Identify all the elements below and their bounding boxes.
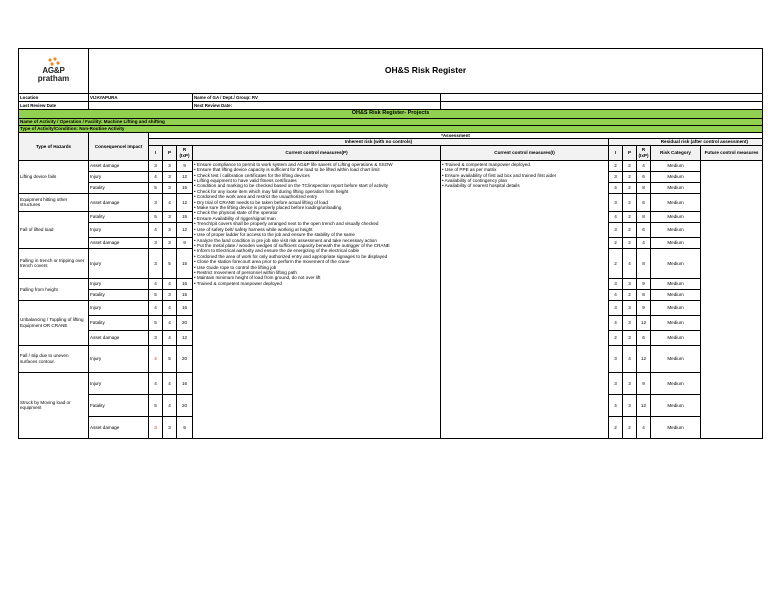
control-p-item: • Trench/pit covers shall be properly arranged next to the open trench and visually checked <box>194 221 379 227</box>
p-cell: 3 <box>163 289 177 300</box>
residual-r-cell: 12 <box>637 315 651 330</box>
residual-i-cell: 3 <box>609 372 623 394</box>
control-p-item: • Lifting equipment to have valid fitness certificates <box>194 178 297 184</box>
residual-i-cell: 2 <box>609 416 623 438</box>
control-p-item: • Trained & competent manpower deployed <box>194 280 282 286</box>
hazard-cell: Equipment hitting other structures <box>19 193 89 211</box>
control-i-item: • Trained & competent manpower deployed. <box>442 161 532 167</box>
risk-category-cell: Medium <box>651 300 701 315</box>
control-i-item: • Use of PPE as per matrix <box>442 167 497 173</box>
col-residual-r: R (IxP) <box>637 145 651 160</box>
residual-i-cell: 2 <box>609 160 623 171</box>
residual-r-cell: 6 <box>637 222 651 237</box>
register-title: OH&S Risk Register- Projects <box>19 110 763 119</box>
r-cell: 9 <box>177 416 193 438</box>
residual-i-cell: 2 <box>609 237 623 248</box>
controls-i-cell <box>441 160 609 438</box>
next-review-value <box>441 102 763 110</box>
control-p-item: • Ensure that lifting device capacity is sufficient for the load to be lifted within load chart limit <box>194 167 380 173</box>
residual-i-cell: 3 <box>609 222 623 237</box>
impact-cell: Injury <box>89 171 149 182</box>
residual-p-cell: 2 <box>623 237 637 248</box>
control-p-item: • Check for any loose item which may fall during lifting operation from height <box>194 188 349 194</box>
r-cell: 20 <box>177 394 193 416</box>
hazard-cell: Fall of lifted load <box>19 211 89 248</box>
risk-category-cell: Medium <box>651 289 701 300</box>
last-review-label: Last Review Date <box>19 102 89 110</box>
r-cell: 12 <box>177 171 193 182</box>
next-review-label: Next Review Date: <box>193 102 441 110</box>
residual-i-cell: 3 <box>609 171 623 182</box>
col-residual-i: I <box>609 145 623 160</box>
p-cell: 4 <box>163 315 177 330</box>
r-cell: 15 <box>177 182 193 193</box>
i-cell: 5 <box>149 394 163 416</box>
residual-i-cell: 4 <box>609 394 623 416</box>
p-cell: 4 <box>163 300 177 315</box>
residual-p-cell: 4 <box>623 345 637 372</box>
control-p-item: • Condition and marking to be checked based on the TC/inspection report before start of activity <box>194 183 389 189</box>
residual-p-cell: 3 <box>623 330 637 345</box>
impact-cell: Asset damage <box>89 193 149 211</box>
risk-category-cell: Medium <box>651 160 701 171</box>
r-cell: 20 <box>177 315 193 330</box>
impact-cell: Fatality <box>89 211 149 222</box>
residual-risk-header: Residual risk (after control assessment) <box>609 139 763 145</box>
p-cell: 3 <box>163 211 177 222</box>
residual-i-cell: 3 <box>609 300 623 315</box>
residual-r-cell: 12 <box>637 345 651 372</box>
i-cell: 4 <box>149 300 163 315</box>
location-label: Location <box>19 94 89 102</box>
risk-category-cell: Medium <box>651 222 701 237</box>
i-cell: 3 <box>149 416 163 438</box>
impact-cell: Fatality <box>89 394 149 416</box>
col-current-i: Current control measures(I) <box>441 145 609 160</box>
control-p-item: • Maintain minimum height of load from ground, do not over lift <box>194 275 321 281</box>
r-cell: 9 <box>177 160 193 171</box>
r-cell: 16 <box>177 278 193 289</box>
control-i-item: • Availability of nearest hospital details <box>442 183 520 189</box>
future-controls-cell <box>701 160 763 438</box>
hazard-cell: Unbalancing / Toppling of lifting Equipment OR CRANE <box>19 300 89 345</box>
control-p-item: • Make sure the lifting device is properly placed before loading/unloading <box>194 205 342 211</box>
inherent-risk-header: Inherent risk (with no controls) <box>149 139 609 145</box>
r-cell: 12 <box>177 330 193 345</box>
last-review-value <box>89 102 193 110</box>
p-cell: 5 <box>163 248 177 278</box>
control-p-item: • Use of proper ladder for access to the job and ensure the stability of the same <box>194 232 355 238</box>
residual-i-cell: 3 <box>609 345 623 372</box>
i-cell: 4 <box>149 345 163 372</box>
residual-r-cell: 8 <box>637 182 651 193</box>
impact-cell: Injury <box>89 278 149 289</box>
hazard-cell: Fall / slip due to uneven surfaces contour. <box>19 345 89 372</box>
residual-p-cell: 2 <box>623 193 637 211</box>
i-cell: 4 <box>149 222 163 237</box>
control-p-item: • Check test / calibration certificates for the lifting devices <box>194 172 310 178</box>
control-i-item: • Availability of contingency plan <box>442 178 508 184</box>
i-cell: 3 <box>149 237 163 248</box>
page-title: OH&S Risk Register <box>89 49 763 94</box>
risk-category-cell: Medium <box>651 416 701 438</box>
r-cell: 16 <box>177 372 193 394</box>
residual-r-cell: 6 <box>637 330 651 345</box>
control-p-item: • Ensure compliance to permit to work system and AG&P life savers of Lifting operations & SSOW <box>194 161 393 167</box>
residual-p-cell: 4 <box>623 248 637 278</box>
logo-line1: AG&P <box>42 65 65 75</box>
residual-r-cell: 4 <box>637 416 651 438</box>
activity-name: Name of Activity / Operation / Facility: Machine Lifting and shifting <box>19 119 763 126</box>
residual-r-cell: 6 <box>637 193 651 211</box>
r-cell: 12 <box>177 193 193 211</box>
logo-tagline: ... <box>52 82 55 86</box>
org-label: Name of GA / Dept./ Group: RV <box>193 94 441 102</box>
i-cell: 4 <box>149 171 163 182</box>
residual-r-cell: 4 <box>637 160 651 171</box>
impact-cell: Injury <box>89 345 149 372</box>
activity-type: Type of Activity/Condition: Non-Routine Activity <box>19 126 763 133</box>
residual-r-cell: 4 <box>637 237 651 248</box>
r-cell: 15 <box>177 289 193 300</box>
control-p-item: • Cordoned the area of work for only authorized entry and appropriate signages to be displayed <box>194 253 388 259</box>
p-cell: 5 <box>163 345 177 372</box>
residual-p-cell: 3 <box>623 315 637 330</box>
residual-r-cell: 9 <box>637 372 651 394</box>
control-i-item: • Ensure availability of first aid box and trained first aider <box>442 172 557 178</box>
risk-category-cell: Medium <box>651 394 701 416</box>
r-cell: 12 <box>177 222 193 237</box>
residual-p-cell: 2 <box>623 222 637 237</box>
impact-cell: Fatality <box>89 289 149 300</box>
p-cell: 3 <box>163 416 177 438</box>
residual-i-cell: 2 <box>609 248 623 278</box>
p-cell: 3 <box>163 222 177 237</box>
location-value: VIJAYAPURA <box>89 94 193 102</box>
p-cell: 3 <box>163 171 177 182</box>
residual-i-cell: 4 <box>609 211 623 222</box>
control-p-item: • Inform to Electrical authority and ensure the de energizing of the electrical cable <box>194 248 360 254</box>
logo-line2: pratham <box>37 73 70 83</box>
risk-category-cell: Medium <box>651 372 701 394</box>
impact-cell: Fatality <box>89 315 149 330</box>
residual-p-cell: 2 <box>623 160 637 171</box>
hazard-cell: Falling in trench or tripping over trench covers <box>19 248 89 278</box>
residual-i-cell: 4 <box>609 315 623 330</box>
risk-category-cell: Medium <box>651 182 701 193</box>
residual-p-cell: 2 <box>623 171 637 182</box>
control-p-item: • Use Guide rope to control the lifting job <box>194 264 277 270</box>
risk-category-cell: Medium <box>651 330 701 345</box>
col-residual-p: P <box>623 145 637 160</box>
residual-i-cell: 2 <box>609 330 623 345</box>
residual-r-cell: 12 <box>637 394 651 416</box>
i-cell: 3 <box>149 160 163 171</box>
hazard-cell: Struck by Moving load or equipment <box>19 372 89 438</box>
impact-cell: Asset damage <box>89 330 149 345</box>
residual-r-cell: 9 <box>637 278 651 289</box>
col-risk-category: Risk Category <box>651 145 701 160</box>
logo <box>19 49 89 94</box>
controls-p-cell <box>193 160 441 438</box>
i-cell: 4 <box>149 372 163 394</box>
control-p-item: • Use of safety belt/ safety harness while working at height <box>194 226 313 232</box>
residual-i-cell: 4 <box>609 289 623 300</box>
i-cell: 4 <box>149 278 163 289</box>
residual-r-cell: 8 <box>637 289 651 300</box>
residual-p-cell: 3 <box>623 372 637 394</box>
control-p-item: • Check the physical state of the operator <box>194 210 278 216</box>
i-cell: 3 <box>149 248 163 278</box>
hazard-cell: Lifting device fails <box>19 160 89 193</box>
residual-p-cell: 3 <box>623 278 637 289</box>
residual-r-cell: 6 <box>637 171 651 182</box>
control-p-item: • Cordoned the work area and restrict the unauthorized entry <box>194 194 318 200</box>
col-hazards: Type of Hazards <box>19 133 89 161</box>
control-p-item: • Restrict movement of personnel within lifting path <box>194 269 297 275</box>
risk-category-cell: Medium <box>651 171 701 182</box>
risk-category-cell: Medium <box>651 237 701 248</box>
r-cell: 15 <box>177 248 193 278</box>
risk-category-cell: Medium <box>651 278 701 289</box>
col-current-p: Current control measures(P) <box>193 145 441 160</box>
table-row <box>19 160 763 171</box>
impact-cell: Injury <box>89 222 149 237</box>
r-cell: 20 <box>177 345 193 372</box>
impact-cell: Asset damage <box>89 416 149 438</box>
control-p-item: • Dry trial of CRANE needs to be taken before actual lifting of load <box>194 199 328 205</box>
r-cell: 9 <box>177 237 193 248</box>
residual-p-cell: 2 <box>623 211 637 222</box>
p-cell: 4 <box>163 330 177 345</box>
residual-r-cell: 8 <box>637 248 651 278</box>
p-cell: 3 <box>163 182 177 193</box>
col-i: I <box>149 145 163 160</box>
risk-category-cell: Medium <box>651 315 701 330</box>
impact-cell: Asset damage <box>89 237 149 248</box>
p-cell: 3 <box>163 160 177 171</box>
agp-logo-icon <box>46 57 62 67</box>
p-cell: 4 <box>163 394 177 416</box>
impact-cell: Fatality <box>89 182 149 193</box>
i-cell: 3 <box>149 330 163 345</box>
hazard-cell: Falling from height <box>19 278 89 300</box>
control-p-item: • Analyze the land condition in pre job site visit risk assessment and take necessary action <box>194 237 377 243</box>
residual-p-cell: 3 <box>623 300 637 315</box>
residual-i-cell: 4 <box>609 182 623 193</box>
control-p-item: • Ensure Availability of rigger/signal man <box>194 215 276 221</box>
control-p-item: • Put the metal plate / wooden wedges of sufficient capacity beneath the outrigger of the CRANE <box>194 242 390 248</box>
p-cell: 4 <box>163 193 177 211</box>
residual-p-cell: 2 <box>623 289 637 300</box>
org-value <box>441 94 763 102</box>
risk-category-cell: Medium <box>651 211 701 222</box>
col-r: R (IxP) <box>177 145 193 160</box>
risk-register-sheet <box>18 48 762 439</box>
residual-i-cell: 3 <box>609 278 623 289</box>
risk-category-cell: Medium <box>651 193 701 211</box>
i-cell: 5 <box>149 289 163 300</box>
residual-p-cell: 3 <box>623 394 637 416</box>
r-cell: 15 <box>177 211 193 222</box>
impact-cell: Asset damage <box>89 160 149 171</box>
i-cell: 5 <box>149 211 163 222</box>
col-p: P <box>163 145 177 160</box>
risk-category-cell: Medium <box>651 248 701 278</box>
risk-category-cell: Medium <box>651 345 701 372</box>
residual-r-cell: 8 <box>637 211 651 222</box>
r-cell: 16 <box>177 300 193 315</box>
col-consequence: Consequence/ Impact <box>89 133 149 161</box>
residual-p-cell: 2 <box>623 416 637 438</box>
i-cell: 5 <box>149 315 163 330</box>
residual-p-cell: 2 <box>623 182 637 193</box>
impact-cell: Injury <box>89 248 149 278</box>
impact-cell: Injury <box>89 372 149 394</box>
residual-i-cell: 3 <box>609 193 623 211</box>
col-future: Future control measures <box>701 145 763 160</box>
p-cell: 3 <box>163 237 177 248</box>
p-cell: 4 <box>163 278 177 289</box>
assessment-label: *Assessment <box>149 133 763 139</box>
i-cell: 5 <box>149 182 163 193</box>
p-cell: 4 <box>163 372 177 394</box>
control-p-item: • Close the station forecourt area prior to perform the movement of the crane <box>194 259 350 265</box>
i-cell: 3 <box>149 193 163 211</box>
impact-cell: Injury <box>89 300 149 315</box>
risk-register-table <box>18 48 763 439</box>
residual-r-cell: 9 <box>637 300 651 315</box>
